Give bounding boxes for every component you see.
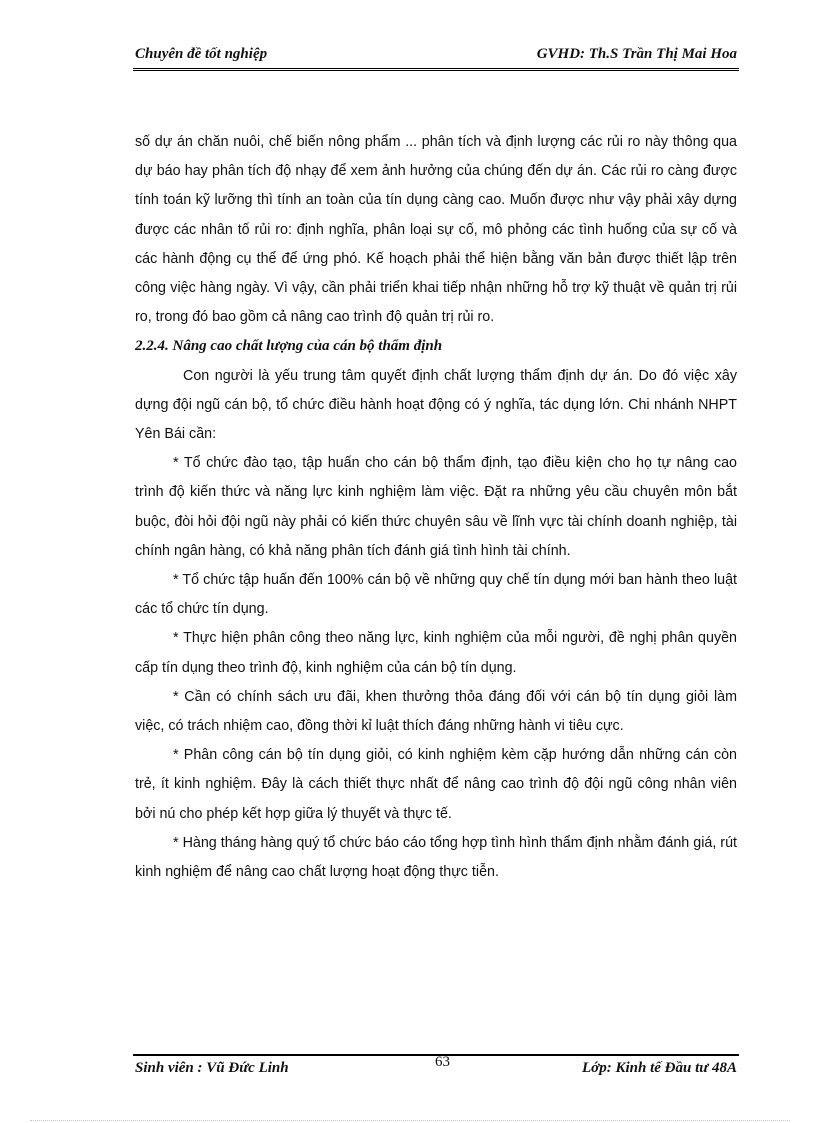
page-header [133, 44, 739, 71]
paragraph-intro: Con người là yếu trung tâm quyết định chất lượng thẩm định dự án. Do đó việc xây dựng đội ngũ cán bộ, tổ chức điều hành hoạt động có ý nghĩa, tác dụng lớn. Chi nhánh NHPT Yên Bái cần: [135, 367, 737, 443]
bullet-item: * Phân công cán bộ tín dụng giỏi, có kinh nghiệm kèm cặp hướng dẫn những cán còn trẻ, ít kinh nghiệm. Đây là cách thiết thực nhất để nâng cao trình độ đội ngũ công nhân viên bởi nú cho phép kết hợp giữa lý thuyết và thực tế. [135, 747, 737, 822]
bullet-item: * Tổ chức đào tạo, tập huấn cho cán bộ thẩm định, tạo điều kiện cho họ tự nâng cao trình độ kiến thức và năng lực kinh nghiệm làm việc. Đặt ra những yêu cầu chuyên môn bắt buộc, đòi hỏi đội ngũ này phải có kiến thức chuyên sâu về lĩnh vực tài chính doanh nghiệp, tài chính ngân hàng, có khả năng phân tích đánh giá tình hình tài chính. [135, 455, 737, 559]
paragraph-continuation: số dự án chăn nuôi, chế biến nông phẩm ... phân tích và định lượng các rủi ro này thông qua dự báo hay phân tích độ nhạy để xem ảnh hưởng của chúng đến dự án. Các rủi ro càng được tính toán kỹ lưỡng thì tính an toàn của tín dụng càng cao. Muốn được như vậy phải xây dựng được các nhân tố rủi ro: định nghĩa, phân loại sự cố, mô phỏng các tình huống của sự cố và các hành động cụ thể để ứng phó. Kế hoạch phải thể hiện bằng văn bản được thiết lập trên công việc hàng ngày. Vì vậy, cần phải triển khai tiếp nhận những hỗ trợ kỹ thuật về quản trị rủi ro, trong đó bao gồm cả nâng cao trình độ quản trị rủi ro. [135, 134, 737, 326]
page-body [135, 128, 737, 887]
page-number: 63 [435, 1054, 450, 1070]
section-heading: 2.2.4. Nâng cao chất lượng của cán bộ thẩm định [135, 338, 443, 355]
bullet-item: * Cần có chính sách ưu đãi, khen thưởng thỏa đáng đối với cán bộ tín dụng giỏi làm việc, có trách nhiệm cao, đồng thời kỉ luật thích đáng những hành vi tiêu cực. [135, 688, 737, 735]
footer-student: Sinh viên : Vũ Đức Linh [135, 1060, 289, 1076]
bullet-item: * Hàng tháng hàng quý tổ chức báo cáo tổng hợp tình hình thẩm định nhằm đánh giá, rút kinh nghiệm để nâng cao chất lượng hoạt động thực tiễn. [135, 834, 737, 881]
bullet-item: * Thực hiện phân công theo năng lực, kinh nghiệm của mỗi người, đề nghị phân quyền cấp tín dụng theo trình độ, kinh nghiệm của cán bộ tín dụng. [135, 630, 737, 676]
header-supervisor: GVHD: Th.S Trần Thị Mai Hoa [536, 46, 737, 62]
page-footer [133, 1054, 739, 1082]
footer-class: Lớp: Kinh tế Đầu tư 48A [582, 1060, 737, 1076]
bullet-item: * Tổ chức tập huấn đến 100% cán bộ về những quy chế tín dụng mới ban hành theo luật các tổ chức tín dụng. [135, 572, 737, 618]
header-document-title: Chuyên đề tốt nghiệp [135, 46, 268, 62]
page-edge-divider [30, 1120, 790, 1121]
